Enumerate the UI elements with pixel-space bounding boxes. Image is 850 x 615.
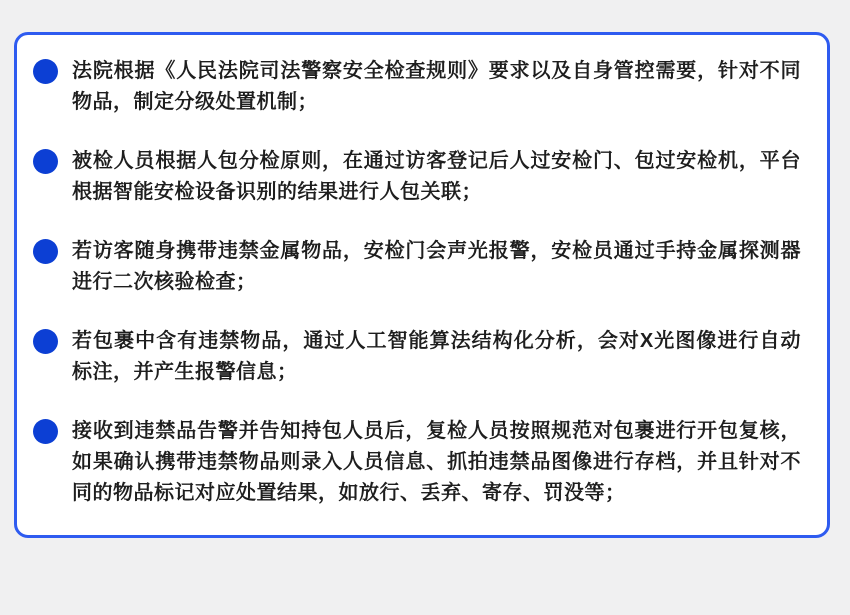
- bullet-dot-icon: [33, 329, 58, 354]
- list-item: [33, 416, 801, 509]
- info-card: [14, 32, 830, 538]
- bullet-dot-icon: [33, 149, 58, 174]
- list-item: [33, 56, 801, 118]
- list-item-text: 被检人员根据人包分检原则，在通过访客登记后人过安检门、包过安检机，平台根据智能安检设备识别的结果进行人包关联；: [72, 150, 801, 203]
- bullet-dot-icon: [33, 419, 58, 444]
- list-item: [33, 326, 801, 388]
- list-item: [33, 146, 801, 208]
- bullet-dot-icon: [33, 239, 58, 264]
- list-item-text: 若访客随身携带违禁金属物品，安检门会声光报警，安检员通过手持金属探测器进行二次核验检查；: [72, 240, 801, 293]
- list-item-text: 接收到违禁品告警并告知持包人员后，复检人员按照规范对包裹进行开包复核，如果确认携带违禁物品则录入人员信息、抓拍违禁品图像进行存档，并且针对不同的物品标记对应处置结果，如放行、丢弃、寄存、罚没等；: [72, 420, 801, 504]
- bullet-list: [33, 56, 801, 509]
- bullet-dot-icon: [33, 59, 58, 84]
- list-item: [33, 236, 801, 298]
- list-item-text: 若包裹中含有违禁物品，通过人工智能算法结构化分析，会对X光图像进行自动标注，并产生报警信息；: [72, 330, 801, 383]
- list-item-text: 法院根据《人民法院司法警察安全检查规则》要求以及自身管控需要，针对不同物品，制定分级处置机制；: [72, 60, 801, 113]
